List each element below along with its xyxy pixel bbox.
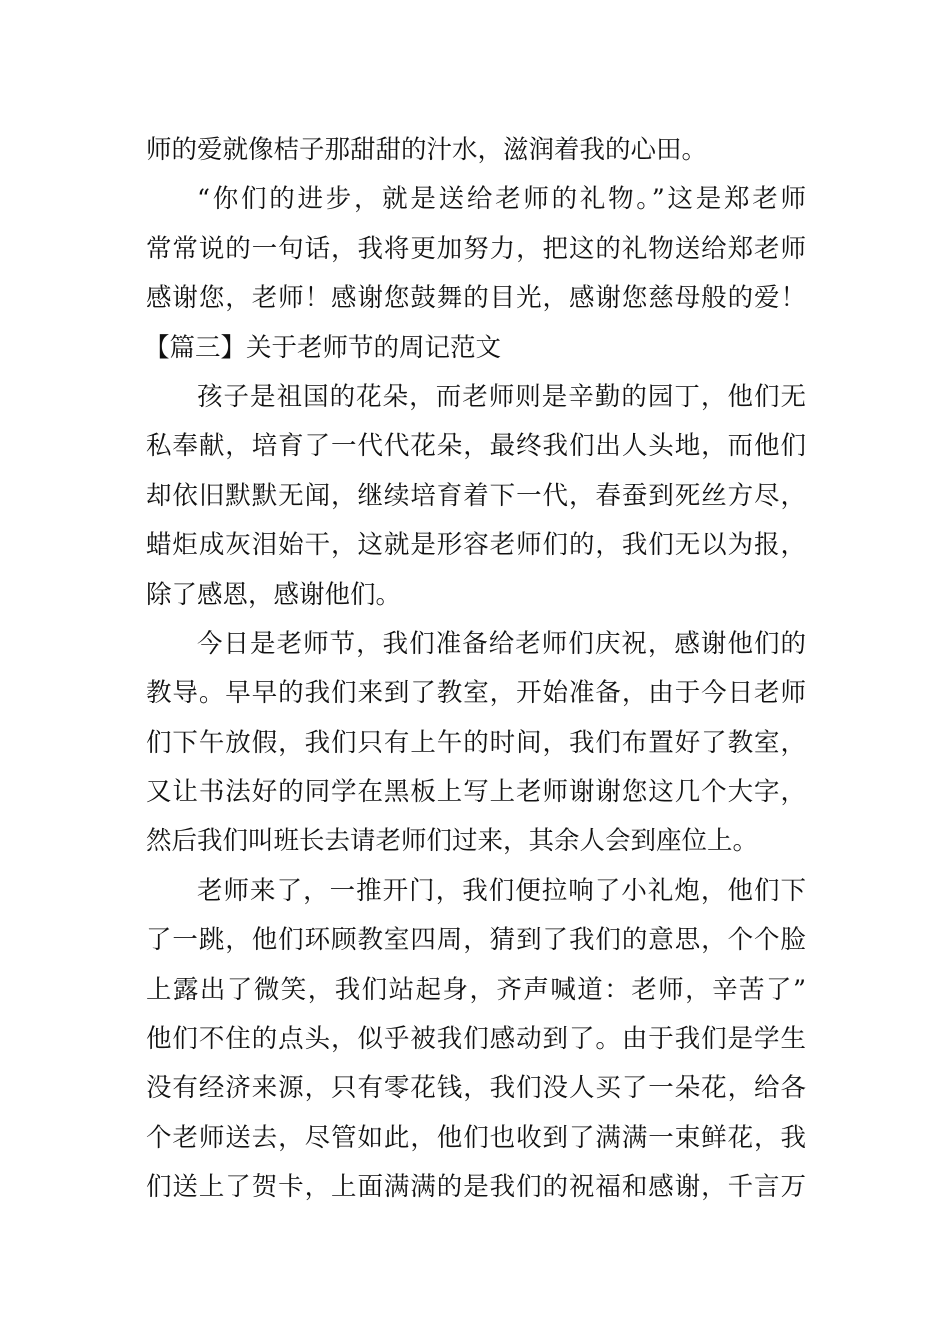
text-line: 感谢您，老师！感谢您鼓舞的目光，感谢您慈母般的爱！ — [146, 283, 806, 314]
text-line: 却依旧默默无闻，继续培育着下一代，春蚕到死丝方尽， — [146, 480, 806, 511]
text-line: 没有经济来源，只有零花钱，我们没人买了一朵花，给各 — [146, 1073, 806, 1104]
text-line: 蜡炬成灰泪始干，这就是形容老师们的，我们无以为报， — [146, 530, 806, 561]
text-line: 上露出了微笑，我们站起身，齐声喊道：老师，辛苦了” — [146, 974, 806, 1005]
text-line: 常常说的一句话，我将更加努力，把这的礼物送给郑老师 — [146, 233, 806, 264]
text-line: 又让书法好的同学在黑板上写上老师谢谢您这几个大字， — [146, 777, 806, 808]
text-line: 个老师送去，尽管如此，他们也收到了满满一束鲜花，我 — [146, 1122, 806, 1153]
text-line: 私奉献，培育了一代代花朵，最终我们出人头地，而他们 — [146, 431, 806, 462]
text-line: 了一跳，他们环顾教室四周，猜到了我们的意思，个个脸 — [146, 925, 806, 956]
text-line: 孩子是祖国的花朵，而老师则是辛勤的园丁，他们无 — [197, 381, 806, 412]
text-line: 教导。早早的我们来到了教室，开始准备，由于今日老师 — [146, 678, 806, 709]
section-heading: 【篇三】关于老师节的周记范文 — [144, 332, 502, 363]
document-body — [146, 126, 806, 1213]
text-line: 师的爱就像桔子那甜甜的汁水，滋润着我的心田。 — [146, 135, 708, 165]
text-line: 然后我们叫班长去请老师们过来，其余人会到座位上。 — [146, 826, 759, 857]
text-line: 老师来了，一推开门，我们便拉响了小礼炮，他们下 — [197, 875, 806, 906]
text-line: 今日是老师节，我们准备给老师们庆祝，感谢他们的 — [197, 628, 806, 659]
text-line: 们送上了贺卡，上面满满的是我们的祝福和感谢，千言万 — [146, 1172, 806, 1203]
text-line: “你们的进步，就是送给老师的礼物。”这是郑老师 — [197, 184, 806, 215]
text-line: 们下午放假，我们只有上午的时间，我们布置好了教室， — [146, 727, 806, 758]
text-line: 除了感恩，感谢他们。 — [146, 579, 402, 610]
text-line: 他们不住的点头，似乎被我们感动到了。由于我们是学生 — [146, 1024, 806, 1055]
